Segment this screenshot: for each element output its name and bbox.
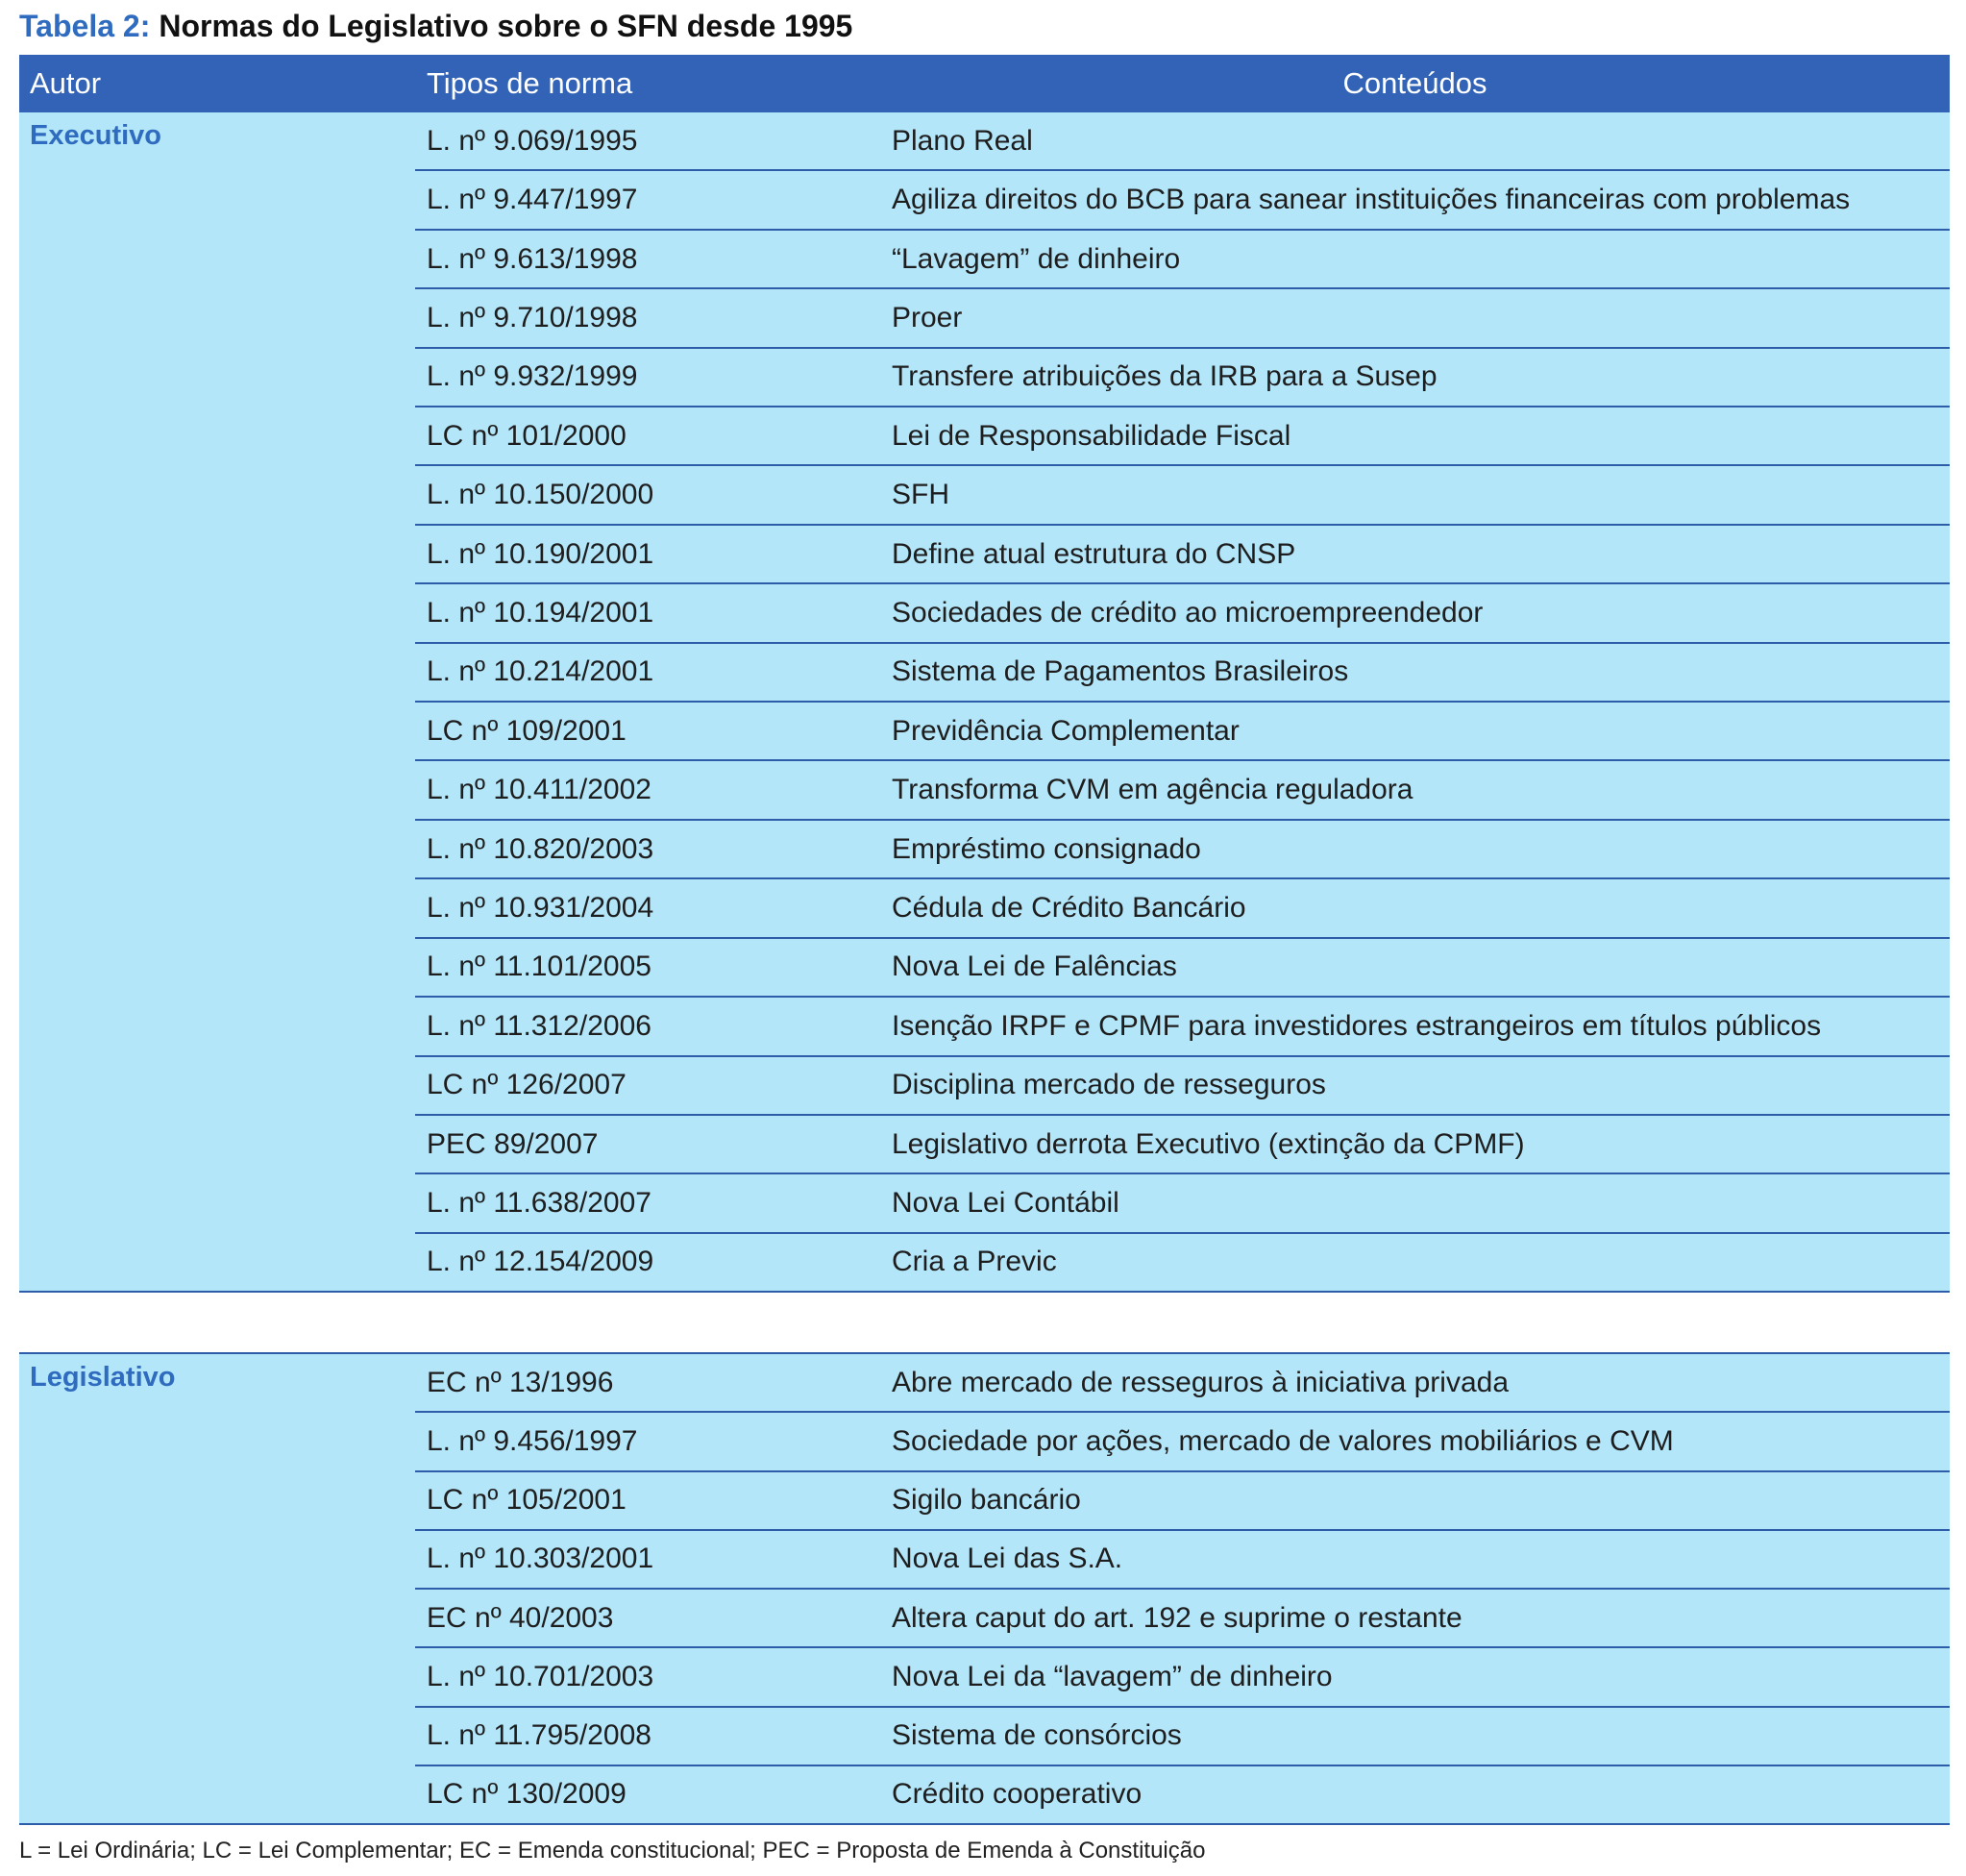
section-autor-label: Legislativo [30, 1362, 176, 1393]
table-number-label: Tabela 2: [19, 9, 151, 43]
cell-tipo-de-norma: L. nº 9.069/1995 [427, 124, 638, 157]
cell-conteudo: Nova Lei da “lavagem” de dinheiro [892, 1660, 1333, 1692]
cell-conteudo: Abre mercado de resseguros à iniciativa privada [892, 1366, 1509, 1398]
cell-conteudo: Sociedades de crédito ao microempreendedor [892, 596, 1484, 629]
cell-conteudo: Define atual estrutura do CNSP [892, 537, 1296, 570]
table-row [415, 584, 1950, 643]
cell-conteudo: SFH [892, 479, 949, 511]
table-row [415, 998, 1950, 1056]
cell-conteudo: Agiliza direitos do BCB para sanear instituições financeiras com problemas [892, 184, 1851, 216]
cell-conteudo: Lei de Responsabilidade Fiscal [892, 419, 1291, 452]
table-row [415, 1766, 1950, 1823]
table-row [415, 939, 1950, 998]
table-row [415, 1472, 1950, 1531]
table-row [415, 879, 1950, 938]
cell-conteudo: Previdência Complementar [892, 714, 1240, 747]
section-legislativo [19, 1352, 1950, 1825]
rows-list [415, 112, 1950, 1291]
cell-tipo-de-norma: L. nº 10.931/2004 [427, 891, 654, 924]
cell-tipo-de-norma: L. nº 9.932/1999 [427, 360, 638, 393]
cell-conteudo: Disciplina mercado de resseguros [892, 1069, 1326, 1101]
cell-tipo-de-norma: EC nº 40/2003 [427, 1601, 614, 1634]
header-conteudos: Conteúdos [1342, 66, 1487, 100]
cell-conteudo: Altera caput do art. 192 e suprime o restante [892, 1601, 1462, 1634]
cell-tipo-de-norma: LC nº 109/2001 [427, 714, 627, 747]
cell-tipo-de-norma: L. nº 9.613/1998 [427, 242, 638, 275]
table-row [415, 171, 1950, 230]
table-row [415, 1116, 1950, 1174]
cell-tipo-de-norma: L. nº 10.701/2003 [427, 1660, 654, 1692]
table-row [415, 349, 1950, 407]
table-row [415, 821, 1950, 879]
cell-tipo-de-norma: L. nº 11.638/2007 [427, 1187, 651, 1220]
cell-tipo-de-norma: L. nº 11.101/2005 [427, 950, 651, 983]
table-title [19, 6, 852, 46]
cell-tipo-de-norma: L. nº 11.312/2006 [427, 1009, 651, 1042]
cell-conteudo: Empréstimo consignado [892, 832, 1201, 865]
cell-conteudo: Sistema de Pagamentos Brasileiros [892, 655, 1349, 688]
cell-tipo-de-norma: L. nº 9.710/1998 [427, 301, 638, 333]
cell-tipo-de-norma: L. nº 10.411/2002 [427, 774, 651, 806]
cell-tipo-de-norma: LC nº 105/2001 [427, 1484, 627, 1517]
table-row [415, 1708, 1950, 1766]
table-row [415, 1234, 1950, 1291]
cell-conteudo: Plano Real [892, 124, 1033, 157]
cell-conteudo: Legislativo derrota Executivo (extinção da CPMF) [892, 1127, 1525, 1160]
cell-conteudo: Transfere atribuições da IRB para a Susep [892, 360, 1438, 393]
section-executivo [19, 112, 1950, 1293]
table-row [415, 466, 1950, 525]
cell-conteudo: Cria a Previc [892, 1246, 1057, 1278]
cell-conteudo: Crédito cooperativo [892, 1778, 1143, 1811]
table-row [415, 1531, 1950, 1590]
table-row [415, 644, 1950, 703]
cell-tipo-de-norma: L. nº 10.214/2001 [427, 655, 654, 688]
cell-conteudo: Transforma CVM em agência reguladora [892, 774, 1413, 806]
header-tipos-de-norma: Tipos de norma [427, 66, 633, 100]
cell-tipo-de-norma: L. nº 10.303/2001 [427, 1543, 654, 1575]
footnote: L = Lei Ordinária; LC = Lei Complementar; EC = Emenda constitucional; PEC = Proposta de Emenda à Constituição [19, 1838, 1206, 1864]
cell-conteudo: Sigilo bancário [892, 1484, 1081, 1517]
table-row [415, 231, 1950, 289]
cell-tipo-de-norma: EC nº 13/1996 [427, 1366, 614, 1398]
table-title-text: Normas do Legislativo sobre o SFN desde 1995 [159, 9, 853, 43]
table-row [415, 289, 1950, 348]
table-header [19, 55, 1950, 112]
cell-tipo-de-norma: LC nº 126/2007 [427, 1069, 627, 1101]
table-row [415, 1413, 1950, 1471]
table-row [415, 1174, 1950, 1233]
cell-conteudo: Proer [892, 301, 963, 333]
header-autor: Autor [30, 66, 102, 100]
table-row [415, 407, 1950, 466]
cell-tipo-de-norma: L. nº 10.194/2001 [427, 596, 654, 629]
rows-list [415, 1354, 1950, 1823]
cell-conteudo: Sociedade por ações, mercado de valores mobiliários e CVM [892, 1424, 1674, 1457]
table-row [415, 1354, 1950, 1413]
table-row [415, 526, 1950, 584]
cell-tipo-de-norma: L. nº 9.447/1997 [427, 184, 638, 216]
cell-tipo-de-norma: L. nº 9.456/1997 [427, 1424, 638, 1457]
table-row [415, 112, 1950, 171]
cell-tipo-de-norma: L. nº 12.154/2009 [427, 1246, 654, 1278]
cell-conteudo: “Lavagem” de dinheiro [892, 242, 1181, 275]
cell-conteudo: Nova Lei de Falências [892, 950, 1177, 983]
section-autor-label: Executivo [30, 120, 161, 151]
cell-conteudo: Sistema de consórcios [892, 1719, 1182, 1752]
cell-conteudo: Nova Lei das S.A. [892, 1543, 1123, 1575]
table-row [415, 1590, 1950, 1648]
cell-tipo-de-norma: LC nº 130/2009 [427, 1778, 627, 1811]
table-row [415, 1648, 1950, 1707]
cell-conteudo: Cédula de Crédito Bancário [892, 891, 1246, 924]
cell-tipo-de-norma: L. nº 10.190/2001 [427, 537, 654, 570]
cell-tipo-de-norma: PEC 89/2007 [427, 1127, 599, 1160]
table-row [415, 1057, 1950, 1116]
cell-tipo-de-norma: L. nº 10.820/2003 [427, 832, 654, 865]
cell-conteudo: Isenção IRPF e CPMF para investidores estrangeiros em títulos públicos [892, 1009, 1822, 1042]
table-row [415, 761, 1950, 820]
table-row [415, 703, 1950, 761]
cell-conteudo: Nova Lei Contábil [892, 1187, 1119, 1220]
cell-tipo-de-norma: L. nº 11.795/2008 [427, 1719, 651, 1752]
cell-tipo-de-norma: LC nº 101/2000 [427, 419, 627, 452]
cell-tipo-de-norma: L. nº 10.150/2000 [427, 479, 654, 511]
